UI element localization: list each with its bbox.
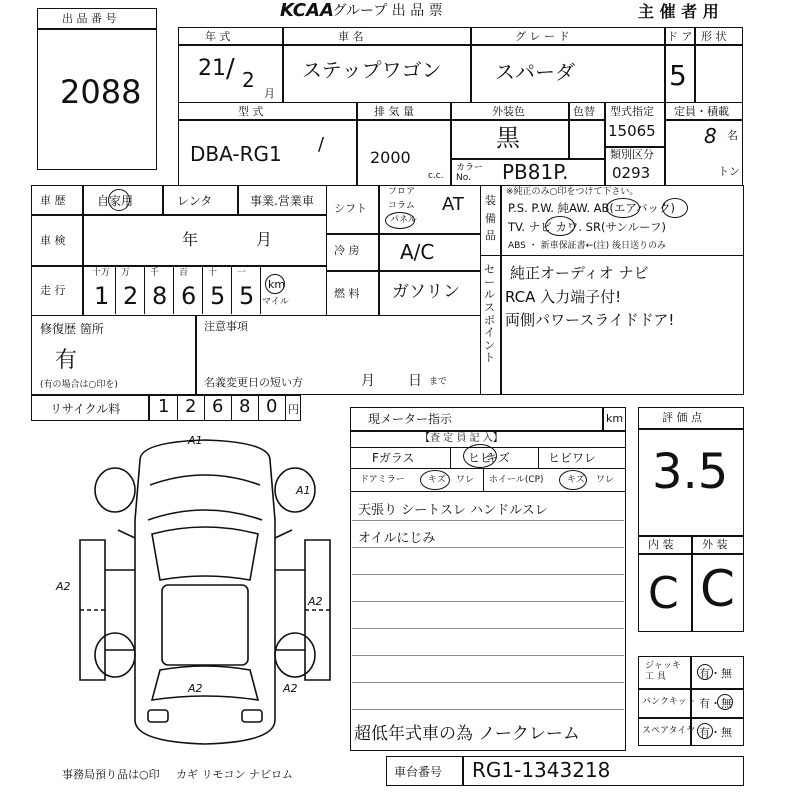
year-separator: / [226,54,235,84]
diagram-mark-6: A2 [283,682,298,695]
repair-note: (有の場合は○印を) [40,380,118,390]
mileage-digit-label: 十 [208,268,218,278]
inspector-footer-note: 超低年式車の為 ノークレーム [354,724,580,744]
class-label: 類別区分 [610,148,654,161]
mileage-digit: 5 [239,282,255,310]
glass-scratch: キズ [486,451,510,465]
shift-column: コラム [388,201,415,211]
equip-ab-circle [662,198,688,218]
capacity-unit: 名 [727,129,738,142]
office-note: 事務局預り品は○印 [62,768,160,781]
chassis-value: RG1-1343218 [472,758,611,782]
history-private-circle [108,189,130,211]
lot-number-label: 出 品 番 号 [62,12,117,25]
wheel-crack: ワレ [596,475,615,485]
chassis-label: 車台番号 [394,765,443,779]
puncture-value: 有・無 [699,697,732,710]
sales-line-3: 両側パワースライドドア! [505,311,675,329]
type-designation-label: 型式指定 [610,105,654,118]
inspection-label: 車 検 [40,234,66,247]
shift-floor: フロア [388,187,416,197]
model-label: 型 式 [238,105,264,118]
mileage-digit: 8 [152,282,168,310]
type-designation-value: 15065 [608,122,656,140]
comment-line-1: 天張り シートスレ ハンドルスレ [358,503,548,518]
displacement-label: 排 気 量 [374,105,414,118]
color-no-value: PB81P. [502,160,569,184]
meter-unit: km [606,412,624,425]
recycle-cell-divider [204,395,205,421]
capacity-value: 8 [704,124,717,148]
class-value: 0293 [612,164,651,182]
evaluation-label: 評 価 点 [662,411,702,424]
puncture-circle [717,694,733,710]
ruled-line [352,682,624,683]
grade-value: スパーダ [495,60,575,84]
color-change-label: 色替 [573,105,595,118]
shift-panel-circle [385,212,418,229]
mileage-digit-label: 十万 [92,268,111,278]
model-dash: / [318,134,325,155]
inspection-year-unit: 年 [182,230,199,249]
ruled-line [352,547,624,548]
equipment-line1: P.S. P.W. 純AW. AB(エアバック) [508,201,675,215]
doors-value: 5 [669,59,687,92]
jack-circle [697,664,713,680]
recycle-digit: 0 [266,396,278,417]
ruled-line [352,574,624,575]
exterior-color-label: 外装色 [492,105,525,118]
office-items: カギ リモコン ナビロム [176,768,293,781]
diagram-mark-3: A2 [56,580,71,593]
car-name-value: ステップワゴン [302,58,442,82]
color-no-label: カラー No. [456,163,484,183]
mileage-cell-divider [202,266,203,314]
recycle-cell-divider [285,395,286,421]
notes-until: まで [429,377,448,387]
name-change-label: 名義変更日の短い方 [204,376,303,389]
car-damage-diagram [56,430,340,760]
evaluation-score: 3.5 [652,444,729,500]
exterior-value: C [700,560,735,618]
mileage-digit-label: 百 [179,268,189,278]
ruled-line [352,655,624,656]
fuel-value: ガソリン [392,282,460,302]
recycle-digit: 1 [158,396,170,417]
doors-label: ド ア [667,30,693,43]
mirror-scratch-circle [420,470,450,490]
month-unit: 月 [264,87,275,100]
history-private: 自家用 [97,194,134,208]
mileage-cell-divider [231,266,232,314]
mileage-digit-label: 千 [150,268,160,278]
diagram-mark-4: A2 [308,595,323,608]
history-rental: レンタ [177,194,213,208]
ac-value: A/C [400,240,435,264]
mileage-cell-divider [173,266,174,314]
lot-number: 2088 [60,73,142,111]
equip-aw-circle [606,198,640,218]
shift-label: シフト [334,202,367,215]
notes-month-unit: 月 [361,373,375,389]
mirror-crack: ワレ [456,475,475,485]
jack-value: 有・無 [699,667,732,680]
glass-label: Fガラス [372,451,415,465]
year-label: 年 式 [205,30,231,43]
wheel-label: ホイール(CP) [489,475,544,485]
sales-line-1: 純正オーディオ ナビ [510,264,649,282]
spare-label: スペアタイヤ [642,726,696,736]
ruled-line [352,709,624,710]
mileage-cell-divider [144,266,145,314]
grade-label: グ レ ー ド [515,30,570,43]
meter-label: 現メーター指示 [368,412,453,426]
recycle-digit: 2 [185,396,197,417]
mileage-digit: 6 [181,282,197,310]
comment-line-2: オイルにじみ [358,531,436,546]
ruled-line [352,520,624,521]
equipment-label: 装 備 品 [485,194,496,243]
capacity-label: 定員・積載 [674,105,729,118]
km-label: km [268,278,286,291]
mileage-digit: 1 [94,282,110,310]
mileage-digit-label: 万 [121,268,131,278]
car-name-label: 車 名 [338,30,364,43]
equipment-line2: TV. ナビ カワ. SR(サンルーフ) [508,220,667,234]
shape-label: 形 状 [701,30,727,43]
interior-label: 内 装 [648,538,674,551]
recycle-cell-divider [258,395,259,421]
mirror-label: ドアミラー [360,475,405,485]
brand-logo: KCAA [280,0,334,21]
mileage-cell-divider [115,266,116,314]
spare-circle [697,723,713,739]
inspector-section-title: 【査 定 員 記 入】 [420,433,503,444]
ruled-line [352,628,624,629]
wheel-scratch-circle [559,470,587,490]
equip-navi-circle [545,216,575,236]
inspection-month-unit: 月 [256,230,273,249]
mirror-scratch: キズ [428,475,446,485]
fuel-label: 燃 料 [334,287,360,300]
mileage-digit-label: 一 [237,268,247,278]
mileage-digit: 5 [210,282,226,310]
cc-unit: c.c. [428,171,444,181]
spare-value: 有・無 [699,726,732,739]
sales-label: セールスポイント [484,263,495,365]
interior-value: C [648,568,679,619]
recycle-cell-divider [177,395,178,421]
equipment-line3: ABS ・ 新車保証書←(注) 後日送りのみ [508,241,667,251]
recycle-digit: 6 [212,396,224,417]
model-value: DBA-RG1 [190,142,282,166]
shift-panel: パネル [390,215,418,225]
mileage-digit: 2 [123,282,139,310]
glass-crack: ヒビ [468,451,493,465]
month-value: 2 [242,68,255,92]
ac-label: 冷 房 [334,244,360,257]
notes-label: 注意事項 [204,320,248,333]
recycle-label: リサイクル料 [50,402,121,416]
diagram-mark-5: A2 [188,682,203,695]
diagram-mark-1: A1 [188,434,203,447]
glass-crack-split: ヒビワレ [548,451,597,465]
recycle-unit: 円 [288,403,299,416]
ton-unit: トン [718,165,740,178]
row1-box [178,27,743,103]
notes-day-unit: 日 [408,373,422,389]
exterior-label: 外 装 [702,538,728,551]
form-title: .グループ 出 品 票 [328,3,443,19]
equipment-note: ※純正のみ○印をつけて下さい。 [506,187,639,197]
year-value: 21 [198,56,226,81]
organizer-label: 主 催 者 用 [638,2,719,21]
sales-line-2: RCA 入力端子付! [505,288,622,306]
repair-value: 有 [55,348,78,373]
ruled-line [352,601,624,602]
history-label: 車 歴 [40,194,66,207]
diagram-mark-2: A1 [296,484,311,497]
mileage-cell-divider [260,266,261,314]
wheel-scratch: キズ [567,475,585,485]
jack-label: ジャッキ 工 具 [645,661,681,682]
puncture-label: パンクキット [642,697,696,707]
glass-crack-circle [463,444,497,468]
exterior-color-value: 黒 [496,124,520,152]
displacement-value: 2000 [370,148,411,167]
shift-value: AT [442,194,464,215]
repair-label: 修復歴 箇所 [40,322,104,336]
mile-label: マイル [262,297,289,307]
recycle-digit: 8 [239,396,251,417]
mileage-label: 走 行 [40,284,66,297]
recycle-cell-divider [231,395,232,421]
history-commercial: 事業.営業車 [250,194,314,208]
